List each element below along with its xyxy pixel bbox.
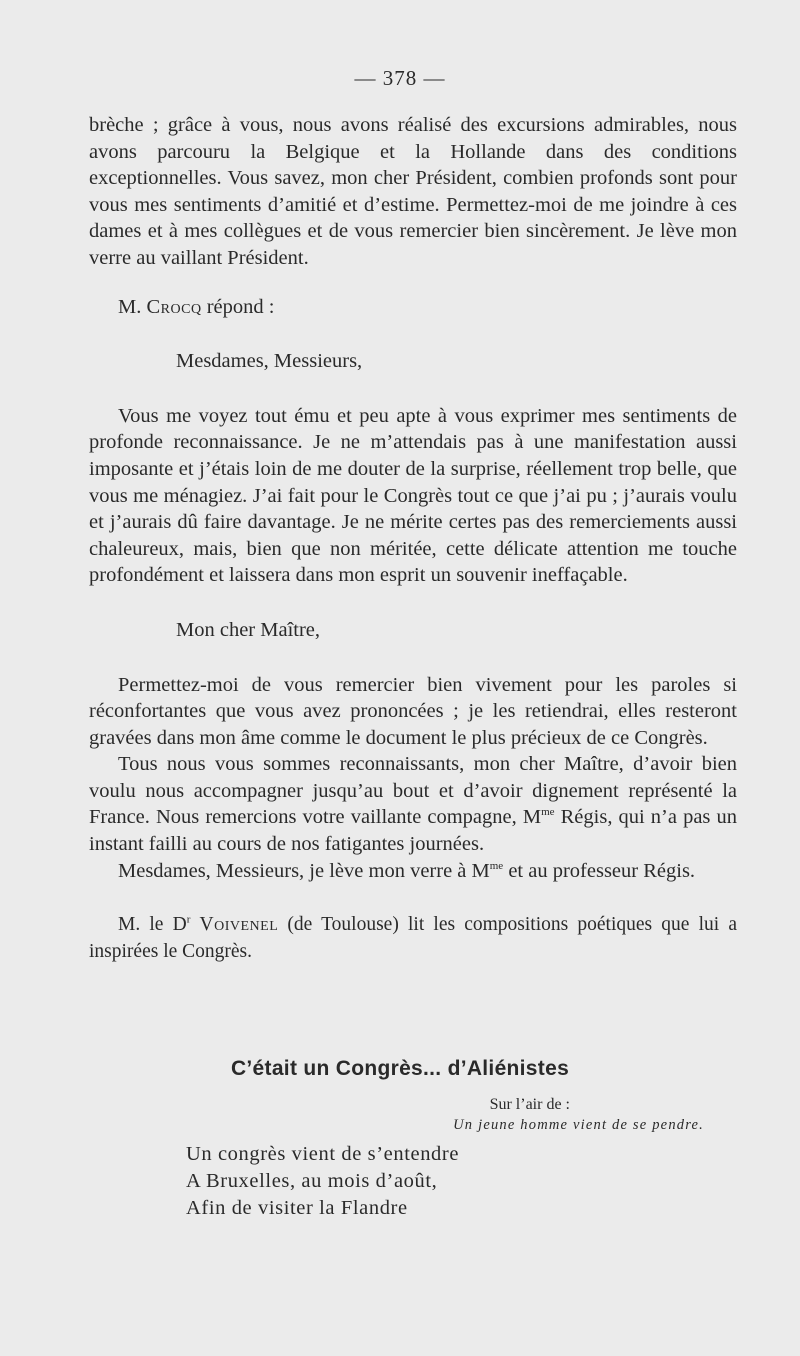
speaker-suffix: répond : bbox=[201, 295, 275, 318]
paragraph-toast-text-b: et au professeur Régis. bbox=[503, 859, 696, 882]
salutation-mesdames: Mesdames, Messieurs, bbox=[176, 350, 363, 373]
superscript-me: me bbox=[489, 859, 504, 872]
verse-line: A Bruxelles, au mois d’août, bbox=[186, 1170, 438, 1192]
poem-title: C’était un Congrès... d’Aliénistes bbox=[230, 1057, 570, 1080]
paragraph-gratitude-text-b: Régis, qui n’a pas un instant failli au cours de nos fatigantes journées. bbox=[89, 806, 737, 856]
speaker-name-voivenel: Voivenel bbox=[199, 914, 279, 936]
paragraph-continuation: brèche ; grâce à vous, nous avons réalisé des excursions admirables, nous avons parcouru la Belgique et la Hollande dans des conditions exceptionnelles. Vous savez, mon cher Président, combien profonds sont pour vous mes sentiments d’amitié et d’estime. Permettez-moi de me joindre à ces dames et à mes collègues et de vous remercier bien sincèrement. Je lève mon verre au vaillant Président. bbox=[89, 114, 737, 269]
verse-line: Afin de visiter la Flandre bbox=[186, 1197, 408, 1219]
superscript-me: me bbox=[541, 806, 555, 819]
verse-line: Un congrès vient de s’entendre bbox=[186, 1143, 460, 1165]
paragraph-reply: Vous me voyez tout ému et peu apte à vous exprimer mes sentiments de profonde reconnaissance. Je ne m’attendais pas à une manifestation aussi imposante et j’étais loin de me douter de la surprise, réellement trop belle, que vous me ménagiez. J’ai fait pour le Congrès tout ce que j’ai pu ; j’aurais voulu et j’aurais dû faire davantage. Je ne mérite certes pas des remerciements aussi chaleureux, mais, bien que non méritée, cette délicate attention me touche profondément et laissera dans mon esprit un souvenir ineffaçable. bbox=[89, 404, 737, 587]
salutation-maitre: Mon cher Maître, bbox=[176, 618, 321, 641]
paragraph-toast-text-a: Mesdames, Messieurs, je lève mon verre à M bbox=[118, 859, 490, 882]
body-text bbox=[89, 112, 737, 965]
paragraph-thanks: Permettez-moi de vous remercier bien vivement pour les paroles si réconfortantes que vous avez prononcées ; je les retiendrai, elles resteront gravées dans mon âme comme le document le plus précieux de ce Congrès. bbox=[89, 673, 737, 749]
air-title: Un jeune homme vient de se pendre. bbox=[453, 1117, 704, 1133]
air-label: Sur l’air de : bbox=[489, 1096, 570, 1113]
page-number: — 378 — bbox=[354, 66, 446, 90]
paragraph-voivenel-text-a: M. le D bbox=[118, 914, 187, 936]
paragraph-voivenel-text-b: (de Toulouse) lit les compositions poétiques que lui a inspirées le Congrès. bbox=[89, 914, 737, 962]
paragraph-toast bbox=[89, 858, 737, 885]
speaker-prefix: M. bbox=[118, 295, 147, 318]
speaker-line-crocq bbox=[89, 294, 737, 321]
poem-verse bbox=[186, 1141, 459, 1222]
paragraph-voivenel bbox=[89, 912, 737, 965]
paragraph-gratitude bbox=[89, 751, 737, 857]
speaker-name-crocq: Crocq bbox=[146, 295, 202, 318]
paragraph-gratitude-text-a: Tous nous vous sommes reconnaissants, mon cher Maître, d’avoir bien voulu nous accompagner jusqu’au bout et d’avoir dignement représenté la France. Nous remercions votre vaillante compagne, M bbox=[89, 753, 737, 829]
superscript-r: r bbox=[186, 913, 191, 926]
